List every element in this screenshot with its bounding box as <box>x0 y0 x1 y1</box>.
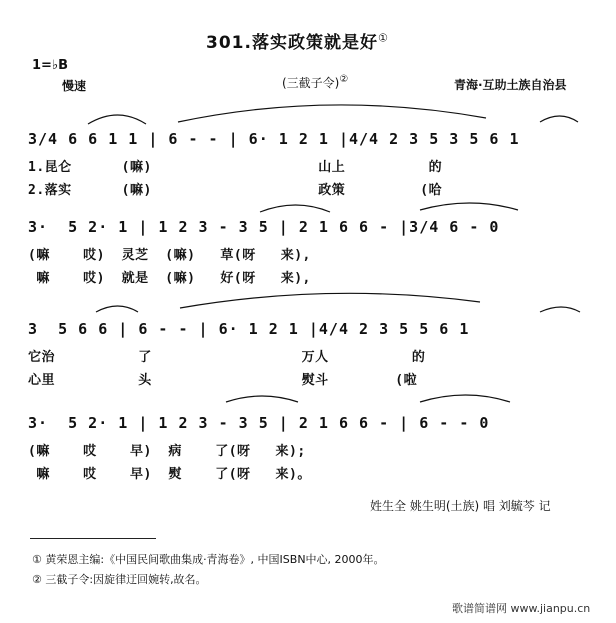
slur <box>178 105 486 122</box>
slur <box>420 395 510 402</box>
footnote-1: ① 黄荣恩主编:《中国民间歌曲集成·青海卷》, 中国ISBN中心, 2000年。 <box>32 553 385 566</box>
lyrics-line-3-verse-1: 它治 了 万人 的 <box>28 350 426 365</box>
performer-credits: 姓生全 姚生明(土族) 唱 刘毓芩 记 <box>370 499 551 513</box>
melody-type-text: (三截子令) <box>282 76 340 90</box>
slur <box>88 115 146 124</box>
notes-line-4: 3· 5 2· 1 | 1 2 3 - 3 5 | 2 1 6 6 - | 6 - - 0 <box>28 414 490 432</box>
melody-type-mark: ② <box>339 74 349 85</box>
slur <box>420 203 518 210</box>
slur <box>180 293 480 308</box>
tempo-marking: 慢速 <box>62 79 87 93</box>
lyrics-line-1-verse-1: 1.昆仑 (嘛) 山上 的 <box>28 160 443 175</box>
notes-line-2: 3· 5 2· 1 | 1 2 3 - 3 5 | 2 1 6 6 - |3/4 6 - 0 <box>28 218 500 236</box>
lyrics-line-4-verse-1: (嘛 哎 早) 病 了(呀 来); <box>28 444 306 459</box>
title-footnote-mark: ① <box>377 31 389 45</box>
lyrics-line-2-verse-2: 嘛 哎) 就是 (嘛) 好(呀 来), <box>28 271 311 286</box>
staff-line-4 <box>28 414 588 482</box>
region-label: 青海·互助土族自治县 <box>454 78 567 92</box>
staff-line-3 <box>28 320 588 388</box>
staff-line-2 <box>28 218 588 286</box>
song-title <box>206 28 389 53</box>
slur <box>540 116 578 122</box>
staff-line-1 <box>28 130 588 198</box>
song-title-text: 301.落实政策就是好 <box>206 33 378 53</box>
slur <box>540 307 580 312</box>
notes-line-1: 3/4 6 6 1 1 | 6 - - | 6· 1 2 1 |4/4 2 3 5 3 5 6 1 <box>28 130 520 148</box>
slur <box>260 205 330 212</box>
notes-line-3: 3 5 6 6 | 6 - - | 6· 1 2 1 |4/4 2 3 5 5 6 1 <box>28 320 470 338</box>
watermark: 歌谱简谱网 www.jianpu.cn <box>452 602 591 615</box>
slur <box>226 396 298 402</box>
lyrics-line-1-verse-2: 2.落实 (嘛) 政策 (哈 <box>28 183 443 198</box>
lyrics-line-2-verse-1: (嘛 哎) 灵芝 (嘛) 草(呀 来), <box>28 248 311 263</box>
melody-type <box>282 74 348 91</box>
footnote-2: ② 三截子令:因旋律迂回婉转,故名。 <box>32 573 207 586</box>
lyrics-line-4-verse-2: 嘛 哎 早) 熨 了(呀 来)。 <box>28 467 311 482</box>
lyrics-line-3-verse-2: 心里 头 熨斗 (啦 <box>28 373 418 388</box>
footnote-divider <box>30 538 156 539</box>
slur <box>96 306 138 312</box>
key-signature: 1=♭B <box>32 58 68 73</box>
